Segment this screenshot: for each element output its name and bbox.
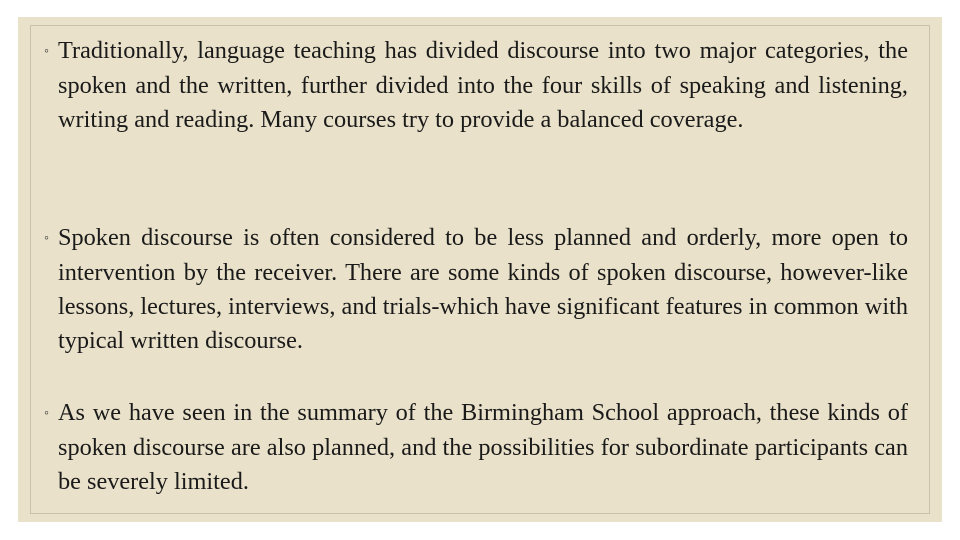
bullet-marker-icon: ◦ xyxy=(44,44,49,59)
bullet-marker-icon: ◦ xyxy=(44,406,49,421)
bullet-paragraph-1 xyxy=(44,34,908,137)
bullet-marker-icon: ◦ xyxy=(44,231,49,246)
bullet-text-3: As we have seen in the summary of the Birmingham School approach, these kinds of spoken discourse are also planned, and the possibilities for subordinate participants can be severely limited. xyxy=(58,399,908,495)
bullet-paragraph-2 xyxy=(44,221,908,358)
bullet-paragraph-3 xyxy=(44,396,908,499)
bullet-text-1: Traditionally, language teaching has divided discourse into two major categories, the spoken and the written, further divided into the four skills of speaking and listening, writing and reading. Many courses try to provide a balanced coverage. xyxy=(58,37,908,133)
bullet-text-2: Spoken discourse is often considered to be less planned and orderly, more open to intervention by the receiver. There are some kinds of spoken discourse, however-like lessons, lectures, interviews, and trials-which have significant features in common with typical written discourse. xyxy=(58,224,908,354)
